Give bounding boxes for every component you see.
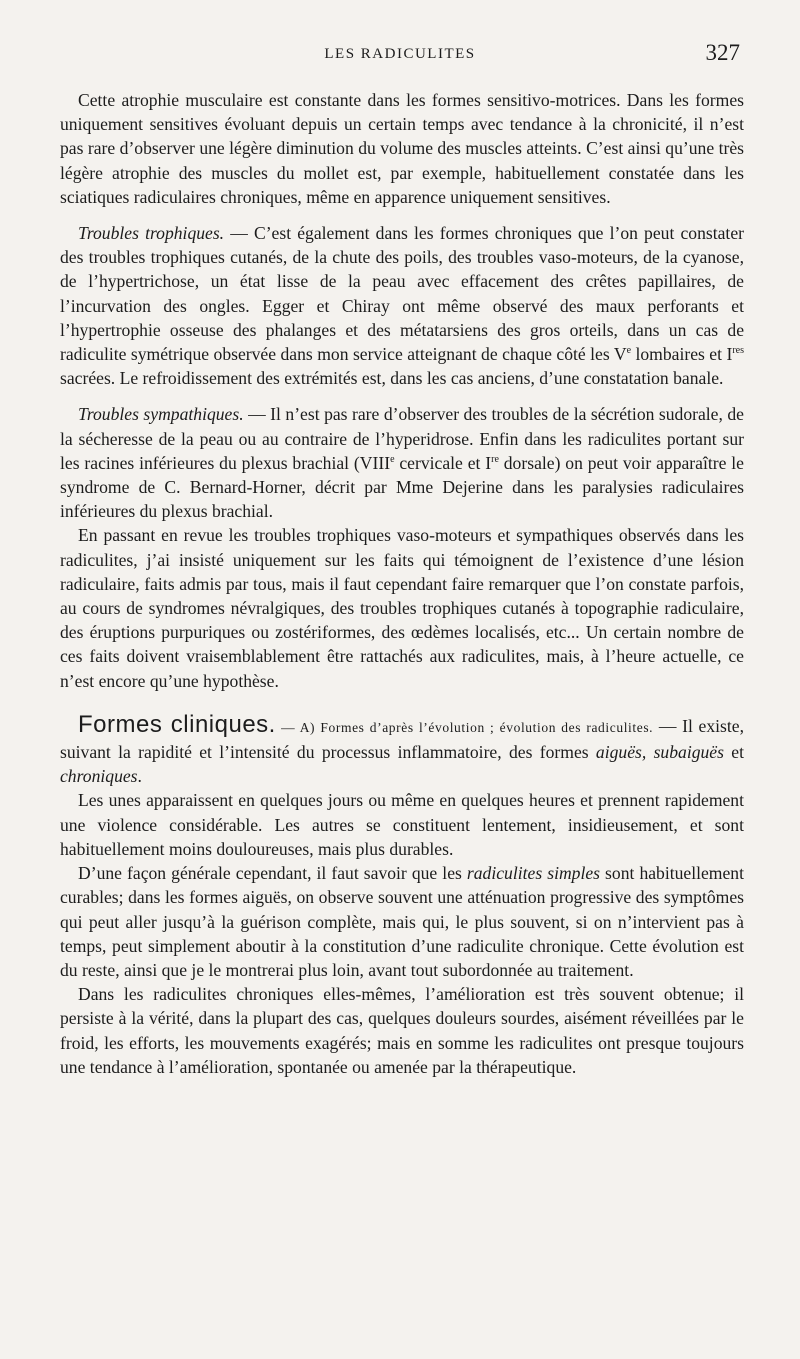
paragraph-troubles-trophiques: Troubles trophiques. — C’est également dans les formes chroniques que l’on peut constater des troubles trophiques cutanés, de la chute des poils, des troubles vaso-moteurs, de la cyanose, de l’hypertrichose, un état lisse de la peau avec effacement des crêtes papillaires, de l’incurvation des ongles. Egger et Chiray ont même observé des maux perforants et l’hypertrophie osseuse des phalanges et des métatarsiens des gros orteils, dans un cas de radiculite symétrique observée dans mon service atteignant de chaque côté les Ve lombaires et Ires sacrées. Le refroidissement des extrémités est, dans les cas anciens, d’une constatation banale. <box>60 223 744 389</box>
page-header <box>60 40 740 70</box>
paragraph-atrophy: Cette atrophie musculaire est constante dans les formes sensitivo-motrices. Dans les formes uniquement sensitives évoluant depuis un certain temps avec tendance à la chronicité, il n’est pas rare d’observer une légère diminution du volume des muscles atteints. C’est ainsi qu’une très légère atrophie des muscles du mollet est, par exemple, habituellement constatée dans les sciatiques radiculaires chroniques, même en apparence uniquement sensitives. <box>60 90 744 207</box>
running-title: LES RADICULITES <box>324 46 476 62</box>
body-text <box>60 88 744 1079</box>
subsection-title: — A) Formes d’après l’évolution ; évolution des radiculites. <box>275 719 654 735</box>
paragraph-chroniques: Dans les radiculites chroniques elles-mêmes, l’amélioration est très souvent obtenue; il persiste à la vérité, dans la plupart des cas, quelques douleurs sourdes, aisément réveillées par le froid, les efforts, les mouvements exagérés; mais en somme les radiculites ont presque toujours une tendance à l’amélioration, spontanée ou amenée par la thérapeutique. <box>60 984 744 1077</box>
paragraph-revue: En passant en revue les troubles trophiques vaso-moteurs et sympathiques observés dans les radiculites, j’ai insisté uniquement sur les faits qui témoignent de l’existence d’une lésion radiculaire, faits admis par tous, mais il faut cependant faire remarquer que l’on constate parfois, au cours de syndromes névralgiques, des troubles trophiques cutanés à topographie radiculaire, des éruptions purpuriques ou zostériformes, des œdèmes localisés, etc... Un certain nombre de ces faits doivent vraisemblablement être rattachés aux radiculites, mais, à l’heure actuelle, ce n’est encore qu’une hypothèse. <box>60 525 744 691</box>
paragraph-evolution: Les unes apparaissent en quelques jours ou même en quelques heures et prennent rapidement une violence considérable. Les autres se constituent lentement, insidieusement, et sont habituellement moins douloureuses, mais plus durables. <box>60 790 744 859</box>
page-number: 327 <box>705 40 740 65</box>
paragraph-troubles-sympathiques: Troubles sympathiques. — Il n’est pas rare d’observer des troubles de la sécrétion sudorale, de la sécheresse de la peau ou au contraire de l’hyperidrose. Enfin dans les radiculites portant sur les racines inférieures du plexus brachial (VIIIe cervicale et Ire dorsale) on peut voir apparaître le syndrome de C. Bernard-Horner, décrit par Mme Dejerine dans les paralysies radiculaires inférieures du plexus brachial. <box>60 404 744 522</box>
paragraph-formes-cliniques: Formes cliniques. — A) Formes d’après l’évolution ; évolution des radiculites. — Il existe, suivant la rapidité et l’intensité du processus inflammatoire, des formes aiguës, subaiguës et chroniques. <box>60 710 744 787</box>
section-heading-formes-cliniques: Formes cliniques. <box>78 710 276 738</box>
paragraph-radiculites-simples: D’une façon générale cependant, il faut savoir que les radiculites simples sont habituellement curables; dans les formes aiguës, on observe souvent une atténuation progressive des symptômes qui peut aller jusqu’à la guérison complète, mais qui, le plus souvent, si on n’intervient pas à temps, peut simplement aboutir à la constitution d’une radiculite chronique. Cette évolution est du reste, ainsi que je le montrerai plus loin, avant tout subordonnée au traitement. <box>60 863 744 980</box>
rubric-troubles-trophiques: Troubles trophiques. <box>78 223 225 244</box>
rubric-troubles-sympathiques: Troubles sympathiques. <box>78 404 244 425</box>
